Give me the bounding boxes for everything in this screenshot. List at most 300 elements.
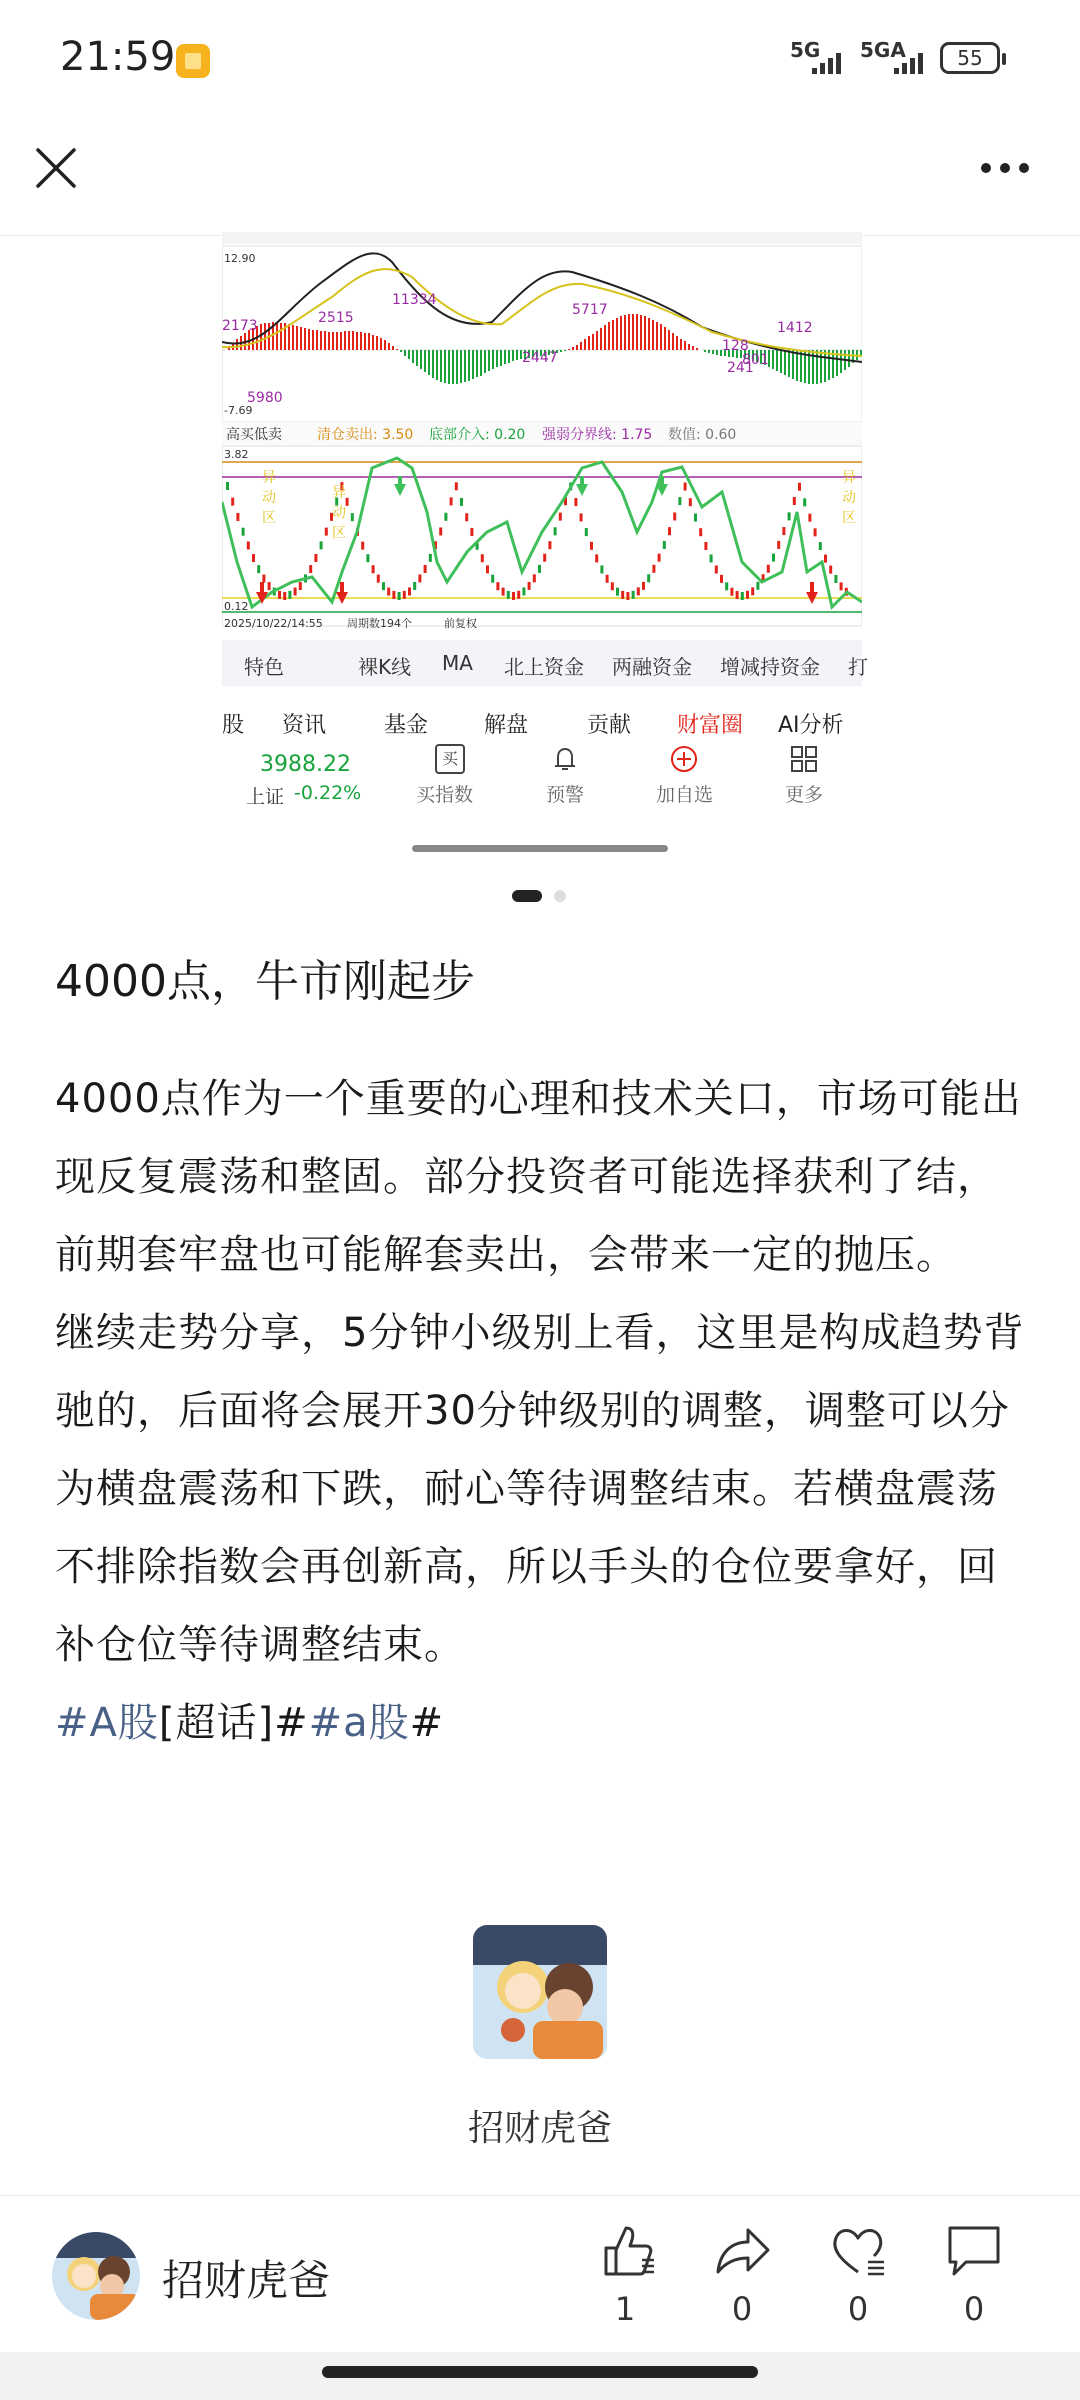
legend-sell: 清仓卖出: 3.50 bbox=[317, 427, 414, 443]
indicator-candle bbox=[590, 542, 593, 550]
macd-histogram-bar bbox=[236, 339, 238, 350]
indicator-candle bbox=[403, 591, 406, 599]
nav-wealth-circle[interactable]: 财富圈 bbox=[677, 713, 744, 738]
nav-fund[interactable]: 基金 bbox=[384, 713, 429, 738]
macd-histogram-bar bbox=[328, 332, 330, 350]
macd-histogram-bar bbox=[660, 324, 662, 350]
macd-histogram-bar bbox=[400, 350, 402, 352]
macd-histogram-bar bbox=[600, 328, 602, 350]
indicator-candle bbox=[834, 575, 837, 583]
indicator-candle bbox=[741, 592, 744, 600]
macd-histogram-bar bbox=[392, 346, 394, 350]
macd-histogram-bar bbox=[676, 336, 678, 350]
hashtag-suffix: # bbox=[409, 1700, 445, 1746]
indicator-candle bbox=[439, 527, 442, 535]
indicator-candle bbox=[294, 588, 297, 596]
macd-histogram-bar bbox=[324, 331, 326, 350]
indicator-candle bbox=[652, 565, 655, 573]
top-nav-bar bbox=[0, 120, 1080, 236]
signal-bars-icon-2 bbox=[894, 50, 923, 74]
indicator-candle bbox=[824, 555, 827, 563]
macd-histogram-bar bbox=[368, 333, 370, 350]
indicator-candle bbox=[392, 591, 395, 599]
index-value: 3988.22 bbox=[260, 752, 351, 777]
macd-histogram-bar bbox=[776, 350, 778, 371]
chart-tab-strip bbox=[222, 640, 868, 686]
indicator-candle bbox=[746, 591, 749, 599]
macd-histogram-bar bbox=[708, 350, 710, 353]
macd-histogram-bar bbox=[628, 314, 630, 350]
indicator-candle bbox=[278, 591, 281, 599]
indicator-candle bbox=[637, 587, 640, 595]
macd-histogram-bar bbox=[472, 350, 474, 379]
avatar-illustration-small bbox=[52, 2232, 140, 2320]
author-name[interactable]: 招财虎爸 bbox=[162, 2256, 331, 2305]
indicator-candle bbox=[231, 498, 234, 506]
indicator-candle bbox=[309, 565, 312, 573]
indicator-candle bbox=[694, 514, 697, 522]
macd-histogram-bar bbox=[436, 350, 438, 380]
author-card-name[interactable]: 招财虎爸 bbox=[467, 2108, 612, 2149]
indicator-candle bbox=[372, 565, 375, 573]
comment-count: 0 bbox=[963, 2290, 985, 2328]
hashtag-a-stock[interactable]: #a股 bbox=[308, 1700, 410, 1746]
indicator-candle bbox=[782, 527, 785, 535]
zone-label-char: 动 bbox=[842, 490, 856, 506]
indicator-candle bbox=[767, 565, 770, 573]
macd-histogram-bar bbox=[504, 350, 506, 364]
macd-histogram-bar bbox=[476, 350, 478, 377]
indicator-candle bbox=[684, 483, 687, 491]
macd-histogram-bar bbox=[300, 327, 302, 350]
nav-analysis[interactable]: 解盘 bbox=[484, 713, 529, 738]
macd-histogram-bar bbox=[304, 328, 306, 350]
indicator-candle bbox=[507, 591, 510, 599]
macd-histogram-bar bbox=[320, 331, 322, 350]
like-icon[interactable] bbox=[598, 2220, 658, 2280]
zone-label-char: 区 bbox=[262, 510, 276, 526]
hashtag-a-stock-super[interactable]: #A股 bbox=[55, 1700, 159, 1746]
indicator-candle bbox=[470, 528, 473, 536]
index-change: -0.22% bbox=[294, 782, 362, 804]
macd-histogram-bar bbox=[280, 323, 282, 350]
macd-value-label: 801 bbox=[742, 352, 769, 368]
macd-histogram-bar bbox=[420, 350, 422, 369]
indicator-candle bbox=[647, 574, 650, 582]
legend-line: 强弱分界线: 1.75 bbox=[542, 427, 653, 443]
macd-histogram-bar bbox=[276, 322, 278, 350]
tab-margin[interactable]: 两融资金 bbox=[612, 655, 692, 679]
status-time: 21:59 bbox=[60, 34, 176, 80]
indicator-candle bbox=[772, 554, 775, 562]
macd-histogram-bar bbox=[696, 348, 698, 350]
indicator-candle bbox=[808, 514, 811, 522]
indicator-candle bbox=[814, 528, 817, 536]
zone-label-char: 异 bbox=[262, 470, 276, 486]
indicator-candle bbox=[398, 592, 401, 600]
indicator-candle bbox=[408, 587, 411, 595]
indicator-candle bbox=[642, 582, 645, 590]
macd-histogram-bar bbox=[296, 326, 298, 350]
macd-histogram-bar bbox=[332, 332, 334, 350]
macd-histogram-bar bbox=[692, 346, 694, 350]
indicator-candle bbox=[720, 575, 723, 583]
macd-histogram-bar bbox=[388, 343, 390, 350]
nav-stock[interactable]: 股 bbox=[222, 713, 245, 738]
macd-histogram-bar bbox=[452, 350, 454, 384]
more-label[interactable]: 更多 bbox=[785, 784, 824, 806]
article-paragraph-1: 4000点作为一个重要的心理和技术关口，市场可能出现反复震荡和整固。部分投资者可能选择获利了结，前期套牢盘也可能解套卖出，会带来一定的抛压。 bbox=[55, 1076, 1022, 1278]
post-chart-image[interactable] bbox=[222, 232, 862, 637]
macd-histogram-bar bbox=[260, 324, 262, 350]
indicator-candle bbox=[658, 554, 661, 562]
author-avatar[interactable] bbox=[52, 2232, 140, 2320]
indicator-candle bbox=[377, 575, 380, 583]
indicator-candle bbox=[554, 527, 557, 535]
hashtag-row bbox=[55, 1684, 1030, 1762]
indicator-candle bbox=[580, 513, 583, 521]
indicator-candle bbox=[226, 482, 229, 490]
indicator-candle bbox=[528, 582, 531, 590]
indicator-candle bbox=[429, 554, 432, 562]
network-label-5ga: 5GA bbox=[860, 38, 906, 62]
indicator-candle bbox=[673, 512, 676, 520]
macd-value-label: 2447 bbox=[522, 350, 558, 366]
bell-icon[interactable] bbox=[550, 744, 580, 774]
indicator-candle bbox=[481, 554, 484, 562]
indicator-candle bbox=[502, 588, 505, 596]
article-body bbox=[55, 1060, 1030, 1762]
indicator-candle bbox=[257, 565, 260, 573]
macd-histogram-bar bbox=[468, 350, 470, 381]
macd-histogram-bar bbox=[684, 341, 686, 350]
macd-histogram-bar bbox=[316, 330, 318, 350]
index-name: 上证 bbox=[246, 786, 285, 808]
macd-histogram-bar bbox=[608, 322, 610, 350]
zone-label-char: 动 bbox=[332, 505, 346, 521]
macd-histogram-bar bbox=[672, 333, 674, 350]
battery-icon: 55 bbox=[940, 42, 1000, 74]
indicator-candle bbox=[252, 554, 255, 562]
macd-value-label: 128 bbox=[722, 338, 749, 354]
macd-histogram-bar bbox=[824, 350, 826, 382]
indicator-candle bbox=[829, 566, 832, 574]
macd-value-label: 1412 bbox=[777, 320, 813, 336]
indicator-candle bbox=[756, 582, 759, 590]
macd-histogram-bar bbox=[620, 316, 622, 350]
macd-histogram-bar bbox=[480, 350, 482, 376]
nav-news[interactable]: 资讯 bbox=[282, 713, 327, 738]
macd-histogram-bar bbox=[416, 350, 418, 366]
indicator-candle bbox=[262, 575, 265, 583]
indicator-candle bbox=[803, 498, 806, 506]
indicator-candle bbox=[548, 541, 551, 549]
macd-histogram-bar bbox=[820, 350, 822, 383]
macd-histogram-bar bbox=[784, 350, 786, 375]
macd-histogram-bar bbox=[688, 344, 690, 350]
indicator-candle bbox=[314, 554, 317, 562]
macd-histogram-bar bbox=[440, 350, 442, 382]
image-scroll-bar bbox=[412, 845, 668, 852]
macd-value-label: 2515 bbox=[318, 310, 354, 326]
indicator-candle bbox=[424, 565, 427, 573]
macd-histogram-bar bbox=[432, 350, 434, 378]
macd-value-label: 11334 bbox=[392, 292, 437, 308]
indicator-candle bbox=[751, 587, 754, 595]
indicator-candle bbox=[626, 592, 629, 600]
indicator-candle bbox=[678, 497, 681, 505]
macd-histogram-bar bbox=[412, 350, 414, 363]
zone-label-char: 区 bbox=[332, 525, 346, 541]
macd-value-label: 241 bbox=[727, 360, 754, 376]
macd-histogram-bar bbox=[496, 350, 498, 367]
zone-label-char: 异 bbox=[842, 470, 856, 486]
macd-histogram-bar bbox=[492, 350, 494, 369]
indicator-candle bbox=[486, 565, 489, 573]
macd-value-label: 2173 bbox=[222, 318, 258, 334]
macd-histogram-bar bbox=[336, 332, 338, 350]
indicator-candle bbox=[704, 542, 707, 550]
macd-histogram-bar bbox=[456, 350, 458, 384]
chart-date: 2025/10/22/14:55 bbox=[224, 617, 323, 630]
legend-value: 数值: 0.60 bbox=[668, 427, 737, 443]
more-options-icon[interactable] bbox=[980, 158, 1030, 178]
macd-histogram-bar bbox=[652, 320, 654, 350]
indicator-name: 高买低卖 bbox=[226, 427, 282, 443]
macd-histogram-bar bbox=[512, 350, 514, 361]
macd-histogram-bar bbox=[396, 349, 398, 350]
indicator-candle bbox=[491, 575, 494, 583]
comment-icon[interactable] bbox=[944, 2220, 1004, 2280]
tab-ma[interactable]: MA bbox=[442, 651, 473, 675]
indicator-candle bbox=[242, 528, 245, 536]
macd-histogram-bar bbox=[448, 350, 450, 384]
indicator-candle bbox=[710, 554, 713, 562]
macd-histogram-bar bbox=[464, 350, 466, 382]
macd-histogram-bar bbox=[364, 333, 366, 350]
zone-label-char: 异 bbox=[332, 485, 346, 501]
indicator-candle bbox=[819, 542, 822, 550]
indicator-candle bbox=[699, 528, 702, 536]
macd-histogram-bar bbox=[644, 316, 646, 350]
add-watchlist-label[interactable]: 加自选 bbox=[656, 784, 714, 806]
close-icon[interactable] bbox=[34, 146, 78, 190]
indicator-candle bbox=[299, 582, 302, 590]
macd-bottom-label: -7.69 bbox=[224, 404, 253, 417]
article-paragraph-2: 继续走势分享，5分钟小级别上看，这里是构成趋势背驰的，后面将会展开30分钟级别的调整，调整可以分为横盘震荡和下跌，耐心等待调整结束。若横盘震荡不排除指数会再创新高，所以手头的仓位要拿好，回补仓位等待调整结束。 bbox=[55, 1310, 1025, 1668]
indicator-candle bbox=[382, 582, 385, 590]
macd-histogram-bar bbox=[596, 331, 598, 350]
indicator-candle bbox=[840, 582, 843, 590]
macd-histogram-bar bbox=[680, 339, 682, 350]
signal-bars-icon bbox=[812, 50, 841, 74]
macd-histogram-bar bbox=[460, 350, 462, 383]
chart-section-nav bbox=[222, 700, 862, 740]
macd-histogram-bar bbox=[604, 325, 606, 350]
indicator-candle bbox=[387, 588, 390, 596]
indicator-candle bbox=[600, 565, 603, 573]
like-count: 1 bbox=[614, 2290, 636, 2328]
indicator-candle bbox=[736, 591, 739, 599]
macd-histogram-bar bbox=[312, 330, 314, 350]
macd-histogram-bar bbox=[592, 334, 594, 350]
chart-graphic bbox=[222, 232, 862, 637]
grid-more-icon[interactable] bbox=[789, 744, 819, 774]
macd-histogram-bar bbox=[500, 350, 502, 366]
macd-histogram-bar bbox=[292, 325, 294, 350]
macd-histogram-bar bbox=[508, 350, 510, 363]
macd-histogram-bar bbox=[796, 350, 798, 381]
macd-histogram-bar bbox=[348, 331, 350, 350]
author-card-avatar[interactable] bbox=[473, 1925, 607, 2059]
macd-histogram-bar bbox=[488, 350, 490, 371]
carousel-dot-inactive[interactable] bbox=[554, 890, 566, 902]
indicator-candle bbox=[663, 541, 666, 549]
favorite-heart-icon[interactable] bbox=[828, 2220, 888, 2280]
tab-bare-k[interactable]: 裸K线 bbox=[358, 655, 412, 679]
macd-histogram-bar bbox=[664, 327, 666, 350]
tab-overflow[interactable]: 打 bbox=[848, 655, 868, 679]
indicator-candle bbox=[444, 513, 447, 521]
macd-histogram-bar bbox=[704, 350, 706, 352]
indicator-candle bbox=[730, 588, 733, 596]
macd-histogram-bar bbox=[360, 332, 362, 350]
indicator-candle bbox=[543, 554, 546, 562]
macd-histogram-bar bbox=[848, 350, 850, 367]
indicator-candle bbox=[320, 541, 323, 549]
indicator-candle bbox=[585, 528, 588, 536]
macd-histogram-bar bbox=[648, 318, 650, 350]
indicator-candle bbox=[496, 582, 499, 590]
macd-histogram-bar bbox=[616, 318, 618, 350]
macd-histogram-bar bbox=[772, 350, 774, 369]
zone-label-char: 动 bbox=[262, 490, 276, 506]
indicator-candle bbox=[346, 498, 349, 506]
macd-histogram-bar bbox=[308, 329, 310, 350]
macd-histogram-bar bbox=[584, 339, 586, 350]
indicator-candle bbox=[725, 582, 728, 590]
macd-histogram-bar bbox=[668, 330, 670, 350]
macd-histogram-bar bbox=[636, 314, 638, 350]
tab-holdings-change[interactable]: 增减持资金 bbox=[720, 655, 820, 679]
indicator-candle bbox=[632, 591, 635, 599]
indicator-candle bbox=[283, 592, 286, 600]
macd-histogram-bar bbox=[372, 335, 374, 350]
indicator-candle bbox=[606, 575, 609, 583]
macd-histogram-bar bbox=[352, 331, 354, 350]
macd-histogram-bar bbox=[572, 347, 574, 350]
macd-histogram-bar bbox=[580, 342, 582, 350]
macd-histogram-bar bbox=[792, 350, 794, 379]
macd-histogram-bar bbox=[424, 350, 426, 372]
home-indicator[interactable] bbox=[322, 2366, 758, 2378]
indicator-candle bbox=[777, 541, 780, 549]
indicator-candle bbox=[361, 542, 364, 550]
network-label-5g: 5G bbox=[790, 38, 821, 62]
macd-histogram-bar bbox=[340, 332, 342, 350]
carousel-dot-active[interactable] bbox=[512, 890, 542, 902]
indicator-candle bbox=[512, 592, 515, 600]
macd-histogram-bar bbox=[376, 336, 378, 350]
nav-ai-analysis[interactable]: AI分析 bbox=[778, 713, 844, 738]
indicator-candle bbox=[715, 566, 718, 574]
macd-histogram-bar bbox=[716, 350, 718, 355]
buy-index-icon[interactable]: 买 bbox=[435, 744, 465, 774]
macd-histogram-bar bbox=[780, 350, 782, 373]
indicator-candle bbox=[288, 591, 291, 599]
hashtag-super-suffix: [超话]# bbox=[158, 1700, 309, 1746]
macd-histogram-bar bbox=[640, 315, 642, 350]
indicator-candle bbox=[788, 512, 791, 520]
indicator-candle bbox=[611, 582, 614, 590]
add-watchlist-icon[interactable] bbox=[669, 744, 699, 774]
article-title: 4000点，牛市刚起步 bbox=[55, 956, 475, 1007]
macd-histogram-bar bbox=[408, 350, 410, 359]
macd-histogram-bar bbox=[564, 350, 566, 351]
indicator-candle bbox=[522, 587, 525, 595]
indicator-candle bbox=[798, 483, 801, 491]
axis-top-label: 3.82 bbox=[224, 448, 249, 461]
macd-histogram-bar bbox=[428, 350, 430, 375]
indicator-candle bbox=[616, 588, 619, 596]
macd-histogram-bar bbox=[264, 323, 266, 350]
macd-value-label: 5980 bbox=[247, 390, 283, 406]
indicator-candle bbox=[668, 527, 671, 535]
chart-footer bbox=[222, 740, 862, 820]
macd-histogram-bar bbox=[404, 350, 406, 356]
macd-histogram-bar bbox=[288, 324, 290, 350]
indicator-candle bbox=[460, 498, 463, 506]
indicator-candle bbox=[247, 541, 250, 549]
indicator-candle bbox=[418, 574, 421, 582]
macd-histogram-bar bbox=[656, 322, 658, 350]
indicator-candle bbox=[268, 582, 271, 590]
chart-adjust: 前复权 bbox=[444, 617, 477, 630]
favorite-count: 0 bbox=[847, 2290, 869, 2328]
macd-histogram-bar bbox=[840, 350, 842, 373]
axis-bottom-label: 0.12 bbox=[224, 600, 249, 613]
macd-histogram-bar bbox=[588, 336, 590, 350]
indicator-candle bbox=[351, 513, 354, 521]
macd-histogram-bar bbox=[384, 340, 386, 350]
zone-label-char: 区 bbox=[842, 510, 856, 526]
macd-histogram-bar bbox=[712, 350, 714, 354]
macd-histogram-bar bbox=[624, 315, 626, 350]
indicator-candle bbox=[793, 497, 796, 505]
notification-app-icon bbox=[176, 44, 210, 78]
tab-special[interactable]: 特色 bbox=[244, 655, 284, 679]
nav-contribution[interactable]: 贡献 bbox=[587, 713, 632, 738]
macd-histogram-bar bbox=[380, 338, 382, 350]
indicator-candle bbox=[595, 554, 598, 562]
macd-histogram-bar bbox=[816, 350, 818, 384]
buy-index-label[interactable]: 买指数 bbox=[416, 784, 474, 806]
indicator-candle bbox=[413, 582, 416, 590]
macd-histogram-bar bbox=[560, 350, 562, 352]
share-icon[interactable] bbox=[712, 2220, 772, 2280]
macd-histogram-bar bbox=[484, 350, 486, 373]
indicator-candle bbox=[574, 498, 577, 506]
macd-histogram-bar bbox=[612, 320, 614, 350]
macd-histogram-bar bbox=[444, 350, 446, 383]
indicator-candle bbox=[236, 513, 239, 521]
macd-histogram-bar bbox=[344, 331, 346, 350]
macd-histogram-bar bbox=[516, 350, 518, 360]
share-count: 0 bbox=[731, 2290, 753, 2328]
tab-northbound[interactable]: 北上资金 bbox=[504, 655, 584, 679]
indicator-candle bbox=[465, 513, 468, 521]
alert-label[interactable]: 预警 bbox=[546, 784, 585, 806]
